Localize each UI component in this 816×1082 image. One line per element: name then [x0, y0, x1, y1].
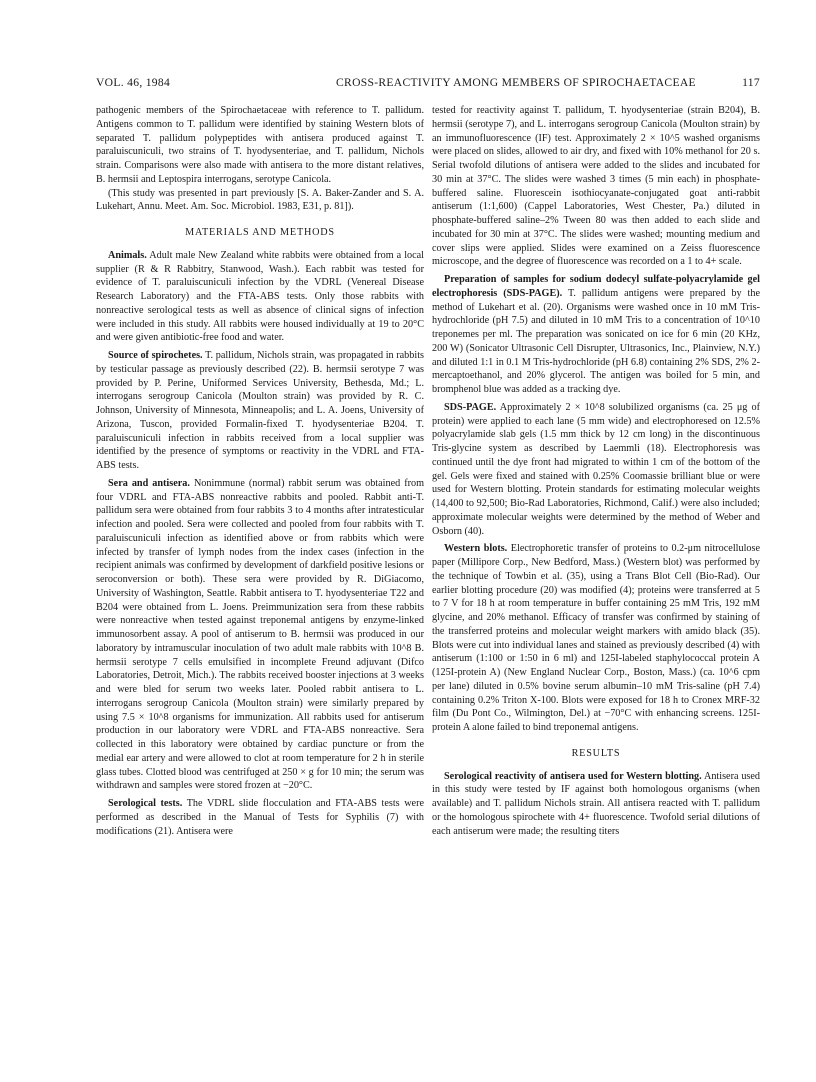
- western-blots-heading: Western blots.: [444, 543, 508, 555]
- sds-page-text: Approximately 2 × 10^8 solubilized organisms (ca. 25 μg of protein) were applied to each lane (5 mm wide) and electrophoresed on 12.5% polyacrylamide slab gels (1.5 mm thick by 12 cm long) in the discontinuous Tris-glycine system as described by Laemmli (18). Electrophoresis was continued until the dye front had migrated to within 1 cm of the bottom of the gel. Gels were fixed and stained with 0.25% Coomassie brilliant blue or were used for Western blotting. Protein standards for estimating molecular weights (14,400 to 92,500; Bio-Rad Laboratories, Richmond, Calif.) were also included; approximate molecular weights were determined by the method of Weber and Osborn (40).: [432, 401, 760, 537]
- spirochetes-paragraph: [96, 349, 424, 473]
- presentation-note-paragraph: (This study was presented in part previously [S. A. Baker-Zander and S. A. Lukehart, Annu. Meet. Am. Soc. Microbiol. 1983, E31, p. 81]).: [96, 187, 424, 213]
- sera-heading: Sera and antisera.: [108, 477, 190, 489]
- serological-paragraph: [96, 797, 424, 838]
- sds-page-paragraph: [432, 401, 760, 539]
- sample-prep-text: T. pallidum antigens were prepared by the method of Lukehart et al. (20). Organisms were washed once in 10 mM Tris-hydrochloride (pH 7.5) and diluted in 10 mM Tris to a concentration of 10^10 treponemes per ml. The preparation was sonicated on ice for 6 min (20 KHz, 200 W) (Sonicator Ultrasonic Cell Disrupter, Ultrasonics, Inc., Plainview, N.Y.) and diluted 1:1 in 0.1 M Tris-hydrochloride (pH 6.8) containing 2% SDS, 2% 2-mercaptoethanol, and 20% glycerol. The antigen was boiled for 5 min, and bromphenol blue was added as a tracking dye.: [432, 287, 760, 395]
- animals-text: Adult male New Zealand white rabbits were obtained from a local supplier (R & R Rabbitry, Stanwood, Wash.). Each rabbit was tested for evidence of T. paraluiscuniculi infection by the VDRL (Venereal Disease Research Laboratory) and the FTA-ABS tests. Only those rabbits with nonreactive serological tests as well as absence of clinical signs of infection were included in this study. All rabbits were housed individually at 19 to 20°C and were given antibiotic-free food and water.: [96, 249, 424, 344]
- reactivity-paragraph: [432, 770, 760, 839]
- sera-paragraph: [96, 477, 424, 793]
- sds-page-heading: SDS-PAGE.: [444, 401, 497, 413]
- animals-heading: Animals.: [108, 249, 147, 261]
- serological-continued-paragraph: tested for reactivity against T. pallidum, T. hyodysenteriae (strain B204), B. hermsii (serotype 7), and L. interrogans serogroup Canicola (Moulton strain) by an immunofluorescence (IF) test. Approximately 2 × 10^5 washed organisms were placed on slides, allowed to air dry, and fixed with 10% methanol for 20 s. Serial twofold dilutions of antisera were added to the slides and incubated for 30 min at 37°C. The slides were washed 3 times (5 min each) in phosphate-buffered saline. Fluorescein isothiocyanate-conjugated goat anti-rabbit antiserum (1:1,600) (Cappel Laboratories, West Chester, Pa.) diluted in phosphate-buffered saline–2% Tween 80 was then added to each slide and incubated for 30 min at 37°C. The slides were washed; mounting medium and cover slips were applied. Slides were examined on a Zeiss fluorescence microscope, and the degree of fluorescence was recorded on a 1 to 4+ scale.: [432, 105, 760, 268]
- intro-continued-paragraph: pathogenic members of the Spirochaetaceae with reference to T. pallidum. Antigens common to T. pallidum were identified by staining Western blots of separated T. pallidum polypeptides with antisera produced against T. paraluiscuniculi, two strains of T. hyodysenteriae, and T. pallidum, Nichols strain. Comparisons were also made with antisera to the more distant relatives, B. hermsii and Leptospira interrogans, serotype Canicola.: [96, 105, 424, 185]
- materials-methods-heading: MATERIALS AND METHODS: [185, 227, 335, 238]
- spirochetes-heading: Source of spirochetes.: [108, 350, 203, 361]
- western-blots-paragraph: [432, 542, 760, 735]
- sera-text: Nonimmune (normal) rabbit serum was obtained from four VDRL and FTA-ABS nonreactive rabbits and pooled. Rabbit anti-T. pallidum sera were obtained from four rabbits 3 to 4 months after intratesticular infection and pooled. Sera were collected and pooled from four rabbits with T. paraluiscuniculi infection as identified above or from rabbits which were infected by transfer of lymph nodes from the index cases (infection in the recipient animals was confirmed by development of darkfield positive lesions or seroconversion or both). These sera were provided by R. DiGiacomo, University of Washington, Seattle. Rabbit antisera to T. hyodysenteriae T22 and B204 were obtained from L. Joens. Preimmunization sera from these rabbits were nonreactive when tested against treponemal antigens by enzyme-linked immunosorbent assay. A pool of antiserum to B. hermsii was produced in our laboratory by intramuscular inoculation of two adult male rabbits with 10^8 B. hermsii serotype 7 cells emulsified in incomplete Freund adjuvant (Difco Laboratories, Detroit, Mich.). The rabbits received booster injections at 3 weeks and were bled for serum two weeks later. Pooled rabbit antisera to L. interrogans serogroup Canicola (Moulton strain) were similarly prepared by using 7.5 × 10^8 organisms for immunization. All rabbits used for antiserum production in our laboratory were VDRL and FTA-ABS nonreactive. Sera collected in this laboratory were obtained by cardiac puncture or from the medial ear artery and were allowed to clot at room temperature for 2 h in sterile glass tubes. Clotted blood was centrifuged at 250 × g for 10 min; the serum was withdrawn and samples were stored frozen at −20°C.: [96, 477, 424, 792]
- serological-text: The VDRL slide flocculation and FTA-ABS tests were performed as described in the Manual of Tests for Syphilis (7) with modifications (21). Antisera were: [96, 798, 424, 837]
- left-column: [96, 104, 424, 1064]
- spirochetes-text: T. pallidum, Nichols strain, was propagated in rabbits by testicular passage as previously described (22). B. hermsii serotype 7 was provided by P. Perine, Uniformed Services University, Bethesda, Md.; L. interrogans serogroup Canicola (Moulton strain) was provided by R. C. Johnson, University of Minnesota, Minneapolis; and L. A. Joens, University of Arizona, Tuscon, provided Formalin-fixed T. hyodysenteriae B204. T. paraluiscuniculi infection in rabbits received from a local supplier was identified by the presence of symptoms or reactivity in the VDRL and FTA-ABS tests.: [96, 350, 424, 471]
- page-header: [96, 76, 760, 92]
- reactivity-text: Antisera used in this study were tested by IF against both homologous organisms (when available) and T. pallidum Nichols strain. All antisera reacted with T. pallidum or the homologous spirochete with 4+ fluorescence. Twofold serial dilutions of each antiserum were made; the resulting titers: [432, 770, 760, 837]
- sample-prep-heading: Preparation of samples for sodium dodecyl sulfate-polyacrylamide gel electrophoresis (SDS-PAGE).: [432, 274, 760, 299]
- volume-label: VOL. 46, 1984: [96, 76, 171, 89]
- page-number: 117: [742, 76, 760, 89]
- serological-heading: Serological tests.: [108, 798, 183, 809]
- running-title: CROSS-REACTIVITY AMONG MEMBERS OF SPIROCHAETACEAE: [336, 76, 696, 89]
- sample-prep-paragraph: [432, 273, 760, 397]
- western-blots-text: Electrophoretic transfer of proteins to 0.2-μm nitrocellulose paper (Millipore Corp., New Bedford, Mass.) (Western blot) was performed by the technique of Towbin et al. (35), using a Trans Blot Cell (Bio-Rad). Our earlier blotting procedure (20) was modified (4); proteins were transferred at 5 to 7 V for 18 h at room temperature in buffer containing 25 mM Tris, 192 mM glycine, and 20% methanol. Efficacy of transfer was confirmed by staining of the transferred proteins and molecular weight markers with amido black (35). Blots were cut into individual lanes and stained as previously described (4) with antiserum (1:100 or 1:50 in 6 ml) and 125I-labeled staphylococcal protein A (125I-protein A) (New England Nuclear Corp., Boston, Mass.) (ca. 10^6 cpm per lane) diluted in 0.5% bovine serum albumin–10 mM Tris-saline (pH 7.4) containing 0.2% Triton X-100. Blots were exposed for 18 h to Cronex MRF-32 film (Du Pont Co., Wilmington, Del.) at −70°C with enhancing screens. 125I-protein A alone failed to bind treponemal antigens.: [432, 543, 760, 733]
- results-heading: RESULTS: [571, 747, 621, 759]
- reactivity-heading: Serological reactivity of antisera used for Western blotting.: [444, 770, 702, 782]
- animals-paragraph: [96, 249, 424, 345]
- right-column: [432, 104, 760, 1064]
